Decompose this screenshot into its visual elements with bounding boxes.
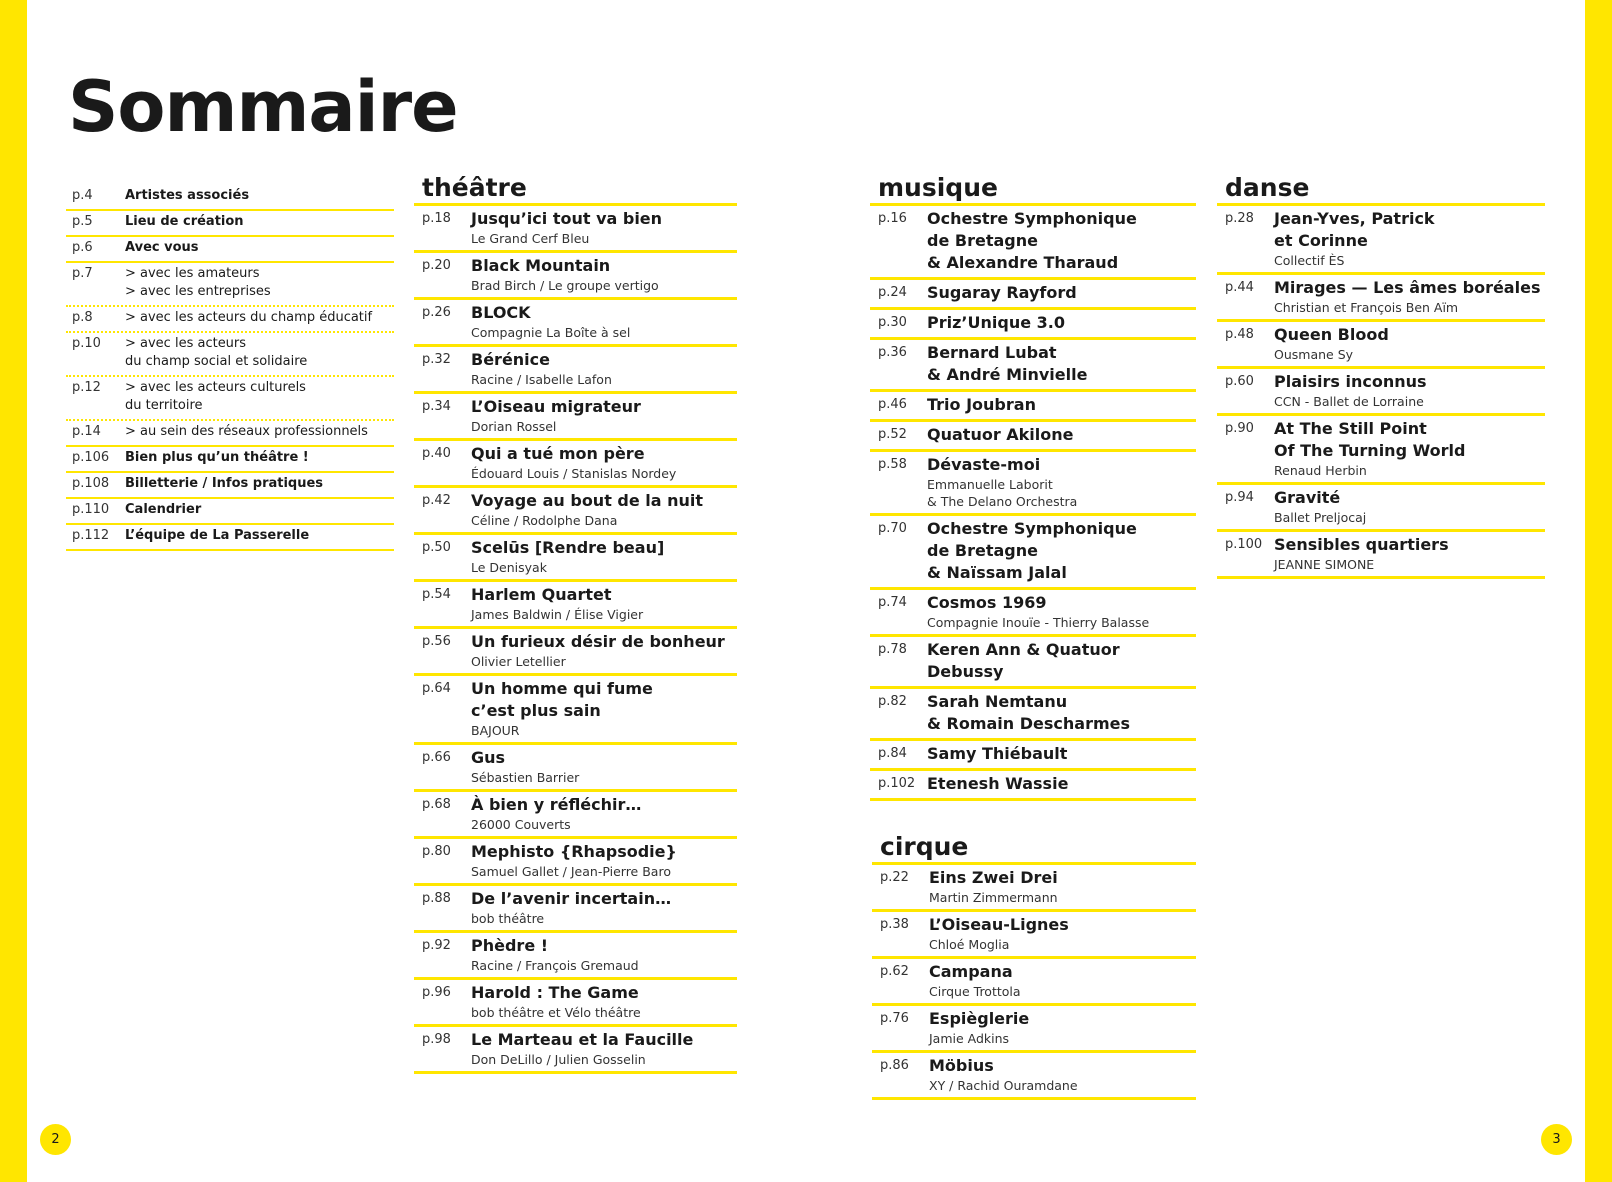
entry-body: [471, 302, 737, 341]
entry-title: Bérénice: [471, 350, 550, 369]
entry-body: [1274, 418, 1545, 479]
page-title: Sommaire: [68, 66, 458, 148]
entry-title: Scelūs [Rendre beau]: [471, 538, 665, 557]
page-ref: p.108: [72, 476, 110, 491]
entry-item[interactable]: [414, 535, 737, 582]
entry-item[interactable]: [870, 590, 1196, 637]
entry-body: [929, 1008, 1196, 1047]
intro-label-line: Artistes associés: [125, 188, 250, 203]
intro-label-line: du territoire: [125, 398, 203, 413]
entry-item[interactable]: [1217, 485, 1545, 532]
entry-body: [927, 743, 1196, 765]
entry-item[interactable]: [414, 253, 737, 300]
page-ref: p.22: [880, 870, 909, 885]
entry-item[interactable]: [870, 392, 1196, 422]
entry-title: Qui a tué mon père: [471, 444, 645, 463]
page-ref: p.76: [880, 1011, 909, 1026]
page-ref: p.40: [422, 446, 451, 461]
entry-subtitle: Édouard Louis / Stanislas Nordey: [471, 466, 677, 481]
entry-subtitle: Compagnie Inouïe - Thierry Balasse: [927, 615, 1150, 630]
entry-item[interactable]: [870, 637, 1196, 689]
entry-subtitle: Emmanuelle Laborit & The Delano Orchestra: [927, 477, 1078, 509]
entry-item[interactable]: [870, 280, 1196, 310]
entry-list: [870, 206, 1196, 801]
page-ref: p.46: [878, 397, 907, 412]
entry-body: [927, 639, 1196, 683]
page-ref: p.98: [422, 1032, 451, 1047]
entry-subtitle: BAJOUR: [471, 723, 520, 738]
entry-subtitle: 26000 Couverts: [471, 817, 571, 832]
entry-subtitle: bob théâtre et Vélo théâtre: [471, 1005, 641, 1020]
entry-title: Un homme qui fume c’est plus sain: [471, 679, 653, 720]
entry-subtitle: JEANNE SIMONE: [1274, 557, 1375, 572]
page-ref: p.4: [72, 188, 93, 203]
entry-subtitle: Martin Zimmermann: [929, 890, 1058, 905]
entry-title: Phèdre !: [471, 936, 549, 955]
intro-label-line: Calendrier: [125, 502, 202, 517]
entry-body: [927, 208, 1196, 274]
entry-title: Harlem Quartet: [471, 585, 612, 604]
entry-subtitle: Olivier Letellier: [471, 654, 566, 669]
page-ref: p.90: [1225, 421, 1254, 436]
entry-item[interactable]: [414, 394, 737, 441]
entry-body: [927, 424, 1196, 446]
entry-item[interactable]: [1217, 532, 1545, 579]
section-title: musique: [870, 173, 1196, 206]
entry-item[interactable]: [870, 771, 1196, 801]
intro-label-line: > au sein des réseaux professionnels: [125, 424, 368, 439]
page-ref: p.74: [878, 595, 907, 610]
intro-label: [125, 379, 306, 415]
intro-item[interactable]: [66, 499, 394, 525]
page-ref: p.8: [72, 310, 93, 325]
entry-subtitle: bob théâtre: [471, 911, 545, 926]
intro-item[interactable]: [66, 211, 394, 237]
entry-item[interactable]: [1217, 369, 1545, 416]
page-ref: p.18: [422, 211, 451, 226]
intro-label: [125, 335, 307, 371]
section-title: cirque: [872, 832, 1196, 865]
entry-item[interactable]: [1217, 322, 1545, 369]
entry-title: Plaisirs inconnus: [1274, 372, 1427, 391]
page-ref: p.60: [1225, 374, 1254, 389]
page-ref: p.32: [422, 352, 451, 367]
intro-label: [125, 475, 323, 493]
page-ref: p.16: [878, 211, 907, 226]
entry-title: Harold : The Game: [471, 983, 639, 1002]
entry-body: [927, 342, 1196, 386]
entry-body: [471, 490, 737, 529]
entry-title: Black Mountain: [471, 256, 611, 275]
entry-item[interactable]: [414, 980, 737, 1027]
section-theatre: [414, 173, 737, 1074]
entry-item[interactable]: [872, 959, 1196, 1006]
entry-body: [471, 982, 737, 1021]
entry-title: Etenesh Wassie: [927, 774, 1069, 793]
intro-item[interactable]: [66, 307, 394, 333]
entry-subtitle: Dorian Rossel: [471, 419, 557, 434]
entry-title: Ochestre Symphonique de Bretagne & Alexandre Tharaud: [927, 209, 1137, 272]
entry-item[interactable]: [872, 865, 1196, 912]
entry-subtitle: Le Denisyak: [471, 560, 547, 575]
entry-body: [927, 518, 1196, 584]
page-ref: p.48: [1225, 327, 1254, 342]
intro-label-line: Lieu de création: [125, 214, 244, 229]
page-ref: p.58: [878, 457, 907, 472]
entry-item[interactable]: [870, 689, 1196, 741]
intro-label: [125, 527, 309, 545]
entry-title: Jusqu’ici tout va bien: [471, 209, 663, 228]
intro-item[interactable]: [66, 185, 394, 211]
intro-label: [125, 309, 372, 327]
page-ref: p.56: [422, 634, 451, 649]
entry-subtitle: Ballet Preljocaj: [1274, 510, 1367, 525]
section-danse: [1217, 173, 1545, 579]
page-ref: p.112: [72, 528, 110, 543]
entry-body: [1274, 324, 1545, 363]
entry-item[interactable]: [414, 839, 737, 886]
page-ref: p.96: [422, 985, 451, 1000]
page-ref: p.82: [878, 694, 907, 709]
intro-label: [125, 501, 201, 519]
section-cirque: [872, 832, 1196, 1100]
entry-body: [1274, 277, 1545, 316]
page-ref: p.78: [878, 642, 907, 657]
page-ref: p.26: [422, 305, 451, 320]
page-ref: p.20: [422, 258, 451, 273]
entry-title: Dévaste-moi: [927, 455, 1041, 474]
entry-body: [929, 961, 1196, 1000]
entry-title: Gus: [471, 748, 506, 767]
entry-body: [471, 584, 737, 623]
page-number-right: 3: [1541, 1124, 1572, 1155]
entry-body: [471, 888, 737, 927]
entry-body: [471, 349, 737, 388]
entry-body: [471, 794, 737, 833]
page-ref: p.24: [878, 285, 907, 300]
entry-title: Ochestre Symphonique de Bretagne & Naïssam Jalal: [927, 519, 1137, 582]
page-number-left: 2: [40, 1124, 71, 1155]
intro-label-line: L’équipe de La Passerelle: [125, 528, 310, 543]
entry-item[interactable]: [870, 422, 1196, 452]
intro-label: [125, 213, 244, 231]
entry-list: [872, 865, 1196, 1100]
intro-label-line: du champ social et solidaire: [125, 354, 308, 369]
entry-title: Mirages — Les âmes boréales: [1274, 278, 1541, 297]
page-ref: p.52: [878, 427, 907, 442]
intro-label: [125, 239, 199, 257]
intro-label-line: > avec les acteurs du champ éducatif: [125, 310, 373, 325]
entry-subtitle: Don DeLillo / Julien Gosselin: [471, 1052, 646, 1067]
page-ref: p.102: [878, 776, 916, 791]
page-ref: p.44: [1225, 280, 1254, 295]
entry-title: Queen Blood: [1274, 325, 1389, 344]
page-ref: p.34: [422, 399, 451, 414]
entry-body: [927, 691, 1196, 735]
entry-subtitle: Compagnie La Boîte à sel: [471, 325, 631, 340]
entry-item[interactable]: [414, 488, 737, 535]
entry-title: BLOCK: [471, 303, 531, 322]
page-ref: p.66: [422, 750, 451, 765]
entry-item[interactable]: [414, 441, 737, 488]
entry-subtitle: Jamie Adkins: [929, 1031, 1010, 1046]
intro-list: [66, 185, 394, 551]
page-ref: p.106: [72, 450, 110, 465]
entry-item[interactable]: [870, 741, 1196, 771]
section-title: théâtre: [414, 173, 737, 206]
entry-item[interactable]: [414, 886, 737, 933]
entry-title: Bernard Lubat & André Minvielle: [927, 343, 1088, 384]
intro-label: [125, 187, 249, 205]
entry-item[interactable]: [414, 792, 737, 839]
entry-title: Sugaray Rayford: [927, 283, 1077, 302]
page-ref: p.5: [72, 214, 93, 229]
entry-body: [471, 537, 737, 576]
intro-label: [125, 449, 309, 467]
page-ref: p.84: [878, 746, 907, 761]
page-ref: p.10: [72, 336, 101, 351]
entry-subtitle: Racine / François Gremaud: [471, 958, 639, 973]
entry-title: Espièglerie: [929, 1009, 1030, 1028]
page-ref: p.38: [880, 917, 909, 932]
entry-title: Mephisto {Rhapsodie}: [471, 842, 677, 861]
entry-item[interactable]: [872, 1006, 1196, 1053]
intro-label: [125, 423, 368, 441]
entry-body: [471, 678, 737, 739]
entry-title: De l’avenir incertain…: [471, 889, 672, 908]
entry-body: [929, 1055, 1196, 1094]
entry-subtitle: Christian et François Ben Aïm: [1274, 300, 1459, 315]
entry-title: Voyage au bout de la nuit: [471, 491, 704, 510]
entry-item[interactable]: [872, 912, 1196, 959]
intro-label-line: > avec les amateurs: [125, 266, 260, 281]
entry-item[interactable]: [1217, 206, 1545, 275]
entry-item[interactable]: [1217, 275, 1545, 322]
page-ref: p.92: [422, 938, 451, 953]
entry-subtitle: Collectif ÈS: [1274, 253, 1345, 268]
intro-item[interactable]: [66, 421, 394, 447]
entry-body: [929, 867, 1196, 906]
intro-label-line: > avec les acteurs culturels: [125, 380, 306, 395]
entry-item[interactable]: [1217, 416, 1545, 485]
entry-body: [929, 914, 1196, 953]
entry-subtitle: Le Grand Cerf Bleu: [471, 231, 590, 246]
entry-body: [1274, 371, 1545, 410]
intro-label-line: > avec les acteurs: [125, 336, 247, 351]
entry-subtitle: Céline / Rodolphe Dana: [471, 513, 618, 528]
page-ref: p.7: [72, 266, 93, 281]
entry-body: [471, 255, 737, 294]
intro-item[interactable]: [66, 237, 394, 263]
page-ref: p.64: [422, 681, 451, 696]
intro-label-line: Bien plus qu’un théâtre !: [125, 450, 309, 465]
page-ref: p.6: [72, 240, 93, 255]
page-ref: p.70: [878, 521, 907, 536]
page-ref: p.94: [1225, 490, 1254, 505]
entry-subtitle: Renaud Herbin: [1274, 463, 1367, 478]
page-ref: p.12: [72, 380, 101, 395]
entry-item[interactable]: [414, 582, 737, 629]
intro-item[interactable]: [66, 525, 394, 551]
entry-item[interactable]: [414, 676, 737, 745]
entry-title: Eins Zwei Drei: [929, 868, 1058, 887]
page-ref: p.80: [422, 844, 451, 859]
entry-body: [1274, 208, 1545, 269]
section-title: danse: [1217, 173, 1545, 206]
entry-item[interactable]: [414, 347, 737, 394]
intro-label-line: > avec les entreprises: [125, 284, 271, 299]
entry-body: [471, 1029, 737, 1068]
entry-item[interactable]: [870, 516, 1196, 590]
entry-title: Cosmos 1969: [927, 593, 1047, 612]
entry-list: [1217, 206, 1545, 579]
entry-title: Samy Thiébault: [927, 744, 1068, 763]
entry-body: [471, 841, 737, 880]
booklet-spread: [27, 0, 1585, 1182]
entry-body: [471, 935, 737, 974]
intro-item[interactable]: [66, 377, 394, 421]
page-ref: p.68: [422, 797, 451, 812]
entry-body: [1274, 487, 1545, 526]
entry-subtitle: Sébastien Barrier: [471, 770, 580, 785]
entry-title: At The Still Point Of The Turning World: [1274, 419, 1466, 460]
entry-body: [471, 208, 737, 247]
entry-title: Priz’Unique 3.0: [927, 313, 1065, 332]
intro-item[interactable]: [66, 447, 394, 473]
page-ref: p.100: [1225, 537, 1263, 552]
entry-item[interactable]: [872, 1053, 1196, 1100]
intro-label-line: Billetterie / Infos pratiques: [125, 476, 324, 491]
entry-body: [927, 592, 1196, 631]
entry-list: [414, 206, 737, 1074]
entry-item[interactable]: [414, 1027, 737, 1074]
intro-item[interactable]: [66, 333, 394, 377]
entry-subtitle: Cirque Trottola: [929, 984, 1021, 999]
entry-title: Sarah Nemtanu & Romain Descharmes: [927, 692, 1131, 733]
entry-item[interactable]: [870, 206, 1196, 280]
section-musique: [870, 173, 1196, 801]
page-ref: p.110: [72, 502, 110, 517]
entry-item[interactable]: [870, 310, 1196, 340]
page-ref: p.42: [422, 493, 451, 508]
intro-item[interactable]: [66, 473, 394, 499]
entry-item[interactable]: [870, 452, 1196, 516]
entry-title: Möbius: [929, 1056, 994, 1075]
entry-item[interactable]: [414, 300, 737, 347]
entry-body: [927, 773, 1196, 795]
page-ref: p.14: [72, 424, 101, 439]
entry-item[interactable]: [870, 340, 1196, 392]
entry-body: [927, 312, 1196, 334]
entry-body: [471, 631, 737, 670]
entry-title: Le Marteau et la Faucille: [471, 1030, 694, 1049]
entry-body: [471, 747, 737, 786]
entry-item[interactable]: [414, 629, 737, 676]
page-ref: p.36: [878, 345, 907, 360]
page-ref: p.62: [880, 964, 909, 979]
entry-title: Trio Joubran: [927, 395, 1036, 414]
entry-title: L’Oiseau migrateur: [471, 397, 641, 416]
page-ref: p.50: [422, 540, 451, 555]
intro-item[interactable]: [66, 263, 394, 307]
intro-label: [125, 265, 271, 301]
entry-title: Quatuor Akilone: [927, 425, 1074, 444]
entry-title: L’Oiseau-Lignes: [929, 915, 1069, 934]
entry-title: Un furieux désir de bonheur: [471, 632, 725, 651]
entry-subtitle: Racine / Isabelle Lafon: [471, 372, 612, 387]
entry-subtitle: Ousmane Sy: [1274, 347, 1354, 362]
entry-item[interactable]: [414, 206, 737, 253]
entry-title: Keren Ann & Quatuor Debussy: [927, 640, 1120, 681]
entry-title: Gravité: [1274, 488, 1341, 507]
page-ref: p.30: [878, 315, 907, 330]
entry-subtitle: Samuel Gallet / Jean-Pierre Baro: [471, 864, 671, 879]
entry-item[interactable]: [414, 745, 737, 792]
entry-body: [927, 282, 1196, 304]
intro-label-line: Avec vous: [125, 240, 199, 255]
entry-title: À bien y réfléchir…: [471, 795, 642, 814]
entry-body: [927, 454, 1196, 510]
entry-subtitle: James Baldwin / Élise Vigier: [471, 607, 644, 622]
entry-body: [471, 443, 737, 482]
entry-subtitle: Brad Birch / Le groupe vertigo: [471, 278, 659, 293]
page-ref: p.54: [422, 587, 451, 602]
page-ref: p.28: [1225, 211, 1254, 226]
entry-body: [927, 394, 1196, 416]
entry-title: Campana: [929, 962, 1013, 981]
entry-title: Sensibles quartiers: [1274, 535, 1449, 554]
entry-title: Jean-Yves, Patrick et Corinne: [1274, 209, 1435, 250]
page-ref: p.88: [422, 891, 451, 906]
entry-body: [1274, 534, 1545, 573]
entry-subtitle: Chloé Moglia: [929, 937, 1010, 952]
entry-body: [471, 396, 737, 435]
page-ref: p.86: [880, 1058, 909, 1073]
entry-item[interactable]: [414, 933, 737, 980]
entry-subtitle: CCN - Ballet de Lorraine: [1274, 394, 1424, 409]
entry-subtitle: XY / Rachid Ouramdane: [929, 1078, 1078, 1093]
